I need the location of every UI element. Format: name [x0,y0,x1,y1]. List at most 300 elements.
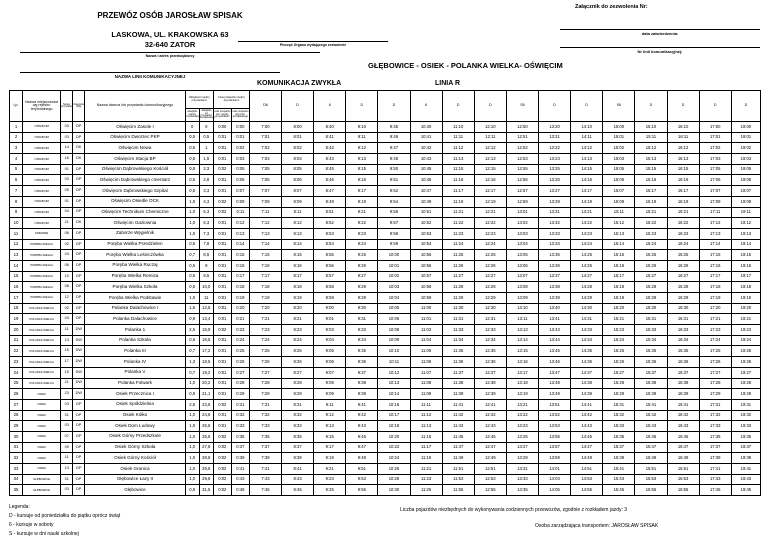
departure-time: 15:09 [603,196,635,207]
stop-name: Polanka Szkoła [85,335,185,346]
departure-time: 19:20 [731,303,760,314]
departure-time: 8:11 [282,207,314,218]
departure-time: 13:25 [506,431,538,442]
stop-number: 05 [61,186,73,197]
departure-time: 13:02 [506,218,538,229]
distance-from-start: 7,3 [199,228,213,239]
departure-time: 15:37 [603,442,635,453]
departure-time: 9:23 [346,228,378,239]
departure-time: 11:10 [442,122,474,133]
distance-from-start: 4,3 [199,196,213,207]
stop-name: Oświęcim Dąbrowskiego cmentarz [85,175,185,186]
row-number: 9 [10,207,23,218]
time-between: 0:01 [213,132,231,143]
table-row [10,453,761,464]
table-row [10,282,761,293]
departure-time: 13:44 [539,335,571,346]
departure-time: 9:56 [378,207,410,218]
time-between: 0:01 [213,175,231,186]
municipality: OŚWIĘCIM [23,196,61,207]
departure-time: 13:08 [506,282,538,293]
departure-time: 12:23 [474,228,506,239]
time-from-start: 0:29 [231,389,249,400]
time-between: 0:01 [213,389,231,400]
municipality: OSIEK [23,453,61,464]
time-between: 0:02 [213,164,231,175]
company-name: PRZEWÓZ OSÓB JAROSŁAW SPISAK [97,11,243,20]
col-time-group: Czas przejazdu między przystankami [213,91,249,109]
departure-time: 19:07 [731,186,760,197]
departure-time: 9:39 [346,389,378,400]
time-from-start: 0:24 [231,335,249,346]
departure-time: 15:37 [635,367,667,378]
departure-time: 7:21 [249,314,281,325]
departure-time: 8:13 [282,228,314,239]
departure-time: 16:53 [667,474,699,485]
departure-time: 19:02 [731,143,760,154]
row-number: 31 [10,442,23,453]
distance-from-start: 9 [199,260,213,271]
road-category: DW [73,357,85,368]
departure-time: 10:05 [378,303,410,314]
departure-time: 10:59 [410,293,442,304]
row-number: 16 [10,282,23,293]
departure-time: 9:17 [346,186,378,197]
departure-time: 13:31 [539,207,571,218]
table-row [10,250,761,261]
departure-time: 11:25 [442,250,474,261]
departure-time: 9:52 [378,186,410,197]
vehicles-count-note: Liczba pojazdów niezbędnych do wykonywania codziennych przewozów, zgodnie z rozkładem jazdy: 3 [400,507,628,513]
time-from-start: 0:27 [231,367,249,378]
departure-time: 9:31 [346,314,378,325]
departure-time: 10:47 [410,186,442,197]
departure-time: 9:19 [314,453,346,464]
municipality: OŚWIĘCIM [23,186,61,197]
departure-time: 7:33 [249,421,281,432]
table-row [10,143,761,154]
departure-time: 8:39 [282,453,314,464]
departure-time: 8:46 [314,175,346,186]
departure-time: 12:12 [474,143,506,154]
departure-time: 16:26 [667,260,699,271]
line-number-label: Nr linii komunikacyjnej: [560,47,760,54]
departure-time: 12:17 [474,186,506,197]
table-row [10,335,761,346]
time-from-start: 0:11 [231,207,249,218]
row-number: 30 [10,431,23,442]
departure-time: 11:23 [410,474,442,485]
departure-time: 9:35 [346,346,378,357]
time-between: 0:02 [213,474,231,485]
departure-time: 13:21 [506,399,538,410]
departure-time: 19:41 [731,464,760,475]
col-time-from-start: czas przejazdu od przyst. początkowego [231,109,249,122]
departure-time: 13:35 [539,250,571,261]
departure-time: 19:37 [731,442,760,453]
departure-time: 10:24 [378,453,410,464]
table-row [10,314,761,325]
road-category: DP [73,260,85,271]
distance-from-start: 16,5 [199,335,213,346]
departure-time: 15:15 [635,164,667,175]
departure-time: 9:47 [378,143,410,154]
road-category: DP [73,485,85,496]
stop-name: Osiek Górny Przedszkole [85,431,185,442]
departure-time: 19:45 [731,485,760,496]
stop-number: 23 [61,389,73,400]
departure-time: 13:52 [539,410,571,421]
course-header: S6 [603,91,635,122]
departure-time: 9:51 [346,464,378,475]
col-stop-number: Numer przystanku [61,91,73,122]
table-row [10,218,761,229]
stop-name: Osiek Spółdzielnia [85,399,185,410]
municipality: OŚWIĘCIM [23,207,61,218]
distance-between: 0,9 [185,389,199,400]
departure-time: 19:29 [731,389,760,400]
departure-time: 7:20 [249,303,281,314]
municipality: POLANKA WIELKA [23,346,61,357]
table-row [10,175,761,186]
departure-time: 11:27 [442,271,474,282]
departure-time: 19:25 [731,346,760,357]
departure-time: 12:41 [474,399,506,410]
departure-time: 8:29 [282,389,314,400]
departure-time: 15:29 [603,389,635,400]
departure-time: 19:01 [731,132,760,143]
departure-time: 9:13 [314,421,346,432]
departure-time: 12:50 [506,122,538,133]
stop-name: Osiek Górny Szkoła [85,442,185,453]
departure-time: 12:47 [474,442,506,453]
departure-time: 11:05 [410,346,442,357]
departure-time: 16:47 [667,442,699,453]
col-gmina: Nazwa miejscowości wg rejestru terytorialnego [23,91,61,122]
course-header: D [539,91,571,122]
departure-time: 13:29 [539,196,571,207]
departure-time: 9:33 [346,325,378,336]
departure-time: 15:41 [603,464,635,475]
departure-time: 15:21 [635,207,667,218]
departure-time: 9:15 [314,431,346,442]
row-number: 21 [10,335,23,346]
departure-time: 7:14 [249,239,281,250]
distance-from-start: 21,1 [199,389,213,400]
departure-time: 11:15 [442,164,474,175]
departure-time: 10:57 [410,271,442,282]
distance-between: 1,0 [185,453,199,464]
departure-time: 19:11 [731,207,760,218]
departure-time: 7:01 [249,132,281,143]
road-category: DW [73,325,85,336]
departure-time: 11:30 [442,303,474,314]
course-header: D [667,91,699,122]
stop-name: Oświęcim Technikum Chemiczne [85,207,185,218]
departure-time: 10:51 [410,207,442,218]
time-between: 0:02 [213,325,231,336]
time-between: 0:02 [213,485,231,496]
departure-time: 13:46 [539,357,571,368]
departure-time: 15:19 [603,293,635,304]
distance-from-start: 15,9 [199,325,213,336]
departure-time: 8:25 [282,346,314,357]
departure-time: 12:28 [474,282,506,293]
departure-time: 16:43 [667,421,699,432]
table-row [10,293,761,304]
row-number: 12 [10,239,23,250]
road-category: DP [73,282,85,293]
departure-time: 19:31 [731,399,760,410]
departure-time: 16:51 [667,464,699,475]
departure-time: 16:27 [667,271,699,282]
time-from-start: 0:33 [231,421,249,432]
time-between: 0:01 [213,186,231,197]
departure-time: 17:21 [699,314,731,325]
departure-time: 13:47 [539,367,571,378]
departure-time: 8:59 [314,293,346,304]
departure-time: 7:26 [249,357,281,368]
departure-time: 13:35 [506,485,538,496]
departure-time: 17:32 [699,410,731,421]
stop-name: Polanka Folwark [85,378,185,389]
departure-time: 14:01 [539,464,571,475]
departure-time: 17:31 [699,399,731,410]
departure-time: 16:11 [667,132,699,143]
departure-time: 16:49 [667,453,699,464]
departure-time: 13:14 [506,335,538,346]
address-caption: Nazwa i adres przedsiębiorcy [20,52,320,58]
departure-time: 11:34 [442,335,474,346]
departure-time: 10:02 [378,271,410,282]
stop-name: Oświęcim Zasole I [85,122,185,133]
departure-time: 9:12 [314,410,346,421]
distance-from-start: 18,5 [199,357,213,368]
departure-time: 19:15 [731,250,760,261]
departure-time: 8:00 [282,122,314,133]
municipality: OŚWIĘCIM [23,132,61,143]
departure-time: 7:12 [249,218,281,229]
row-number: 17 [10,293,23,304]
road-category: DP [73,228,85,239]
stop-name: Polanka III [85,346,185,357]
departure-time: 9:06 [314,357,346,368]
departure-time: 19:19 [731,293,760,304]
departure-time: 15:11 [635,132,667,143]
departure-time: 15:11 [603,207,635,218]
road-category: DP [73,239,85,250]
departure-time: 15:45 [603,485,635,496]
departure-time: 11:03 [410,325,442,336]
departure-time: 17:02 [699,143,731,154]
departure-time: 16:17 [667,186,699,197]
col-lp: Lp. [10,91,23,122]
departure-time: 11:00 [410,303,442,314]
departure-time: 13:26 [539,175,571,186]
course-header: D6 [249,91,281,122]
departure-time: 17:12 [699,218,731,229]
road-category: DP [73,186,85,197]
departure-time: 13:25 [539,164,571,175]
stop-number: 21 [61,378,73,389]
distance-between: 0,5 [185,260,199,271]
distance-from-start: 8,5 [199,250,213,261]
table-row [10,378,761,389]
time-from-start: 0:02 [231,143,249,154]
road-category: DP [73,122,85,133]
transport-manager: Osoba zarządzająca transportem: JAROSŁAW SPISAK [535,523,659,529]
stop-name: Oświęcim Dąbrowskiego Kościół [85,164,185,175]
departure-time: 16:55 [667,485,699,496]
time-between: 0:01 [213,357,231,368]
departure-time: 8:26 [282,357,314,368]
departure-time: 7:06 [249,175,281,186]
stop-name: Osiek Dom Ludowy [85,421,185,432]
distance-between: 0,7 [185,367,199,378]
stop-number: 03 [61,132,73,143]
departure-time: 9:41 [346,399,378,410]
departure-time: 8:09 [282,196,314,207]
stop-name: Oświęcim Dąbrowskiego Szpital [85,186,185,197]
departure-time: 9:19 [346,196,378,207]
departure-time: 15:16 [603,260,635,271]
distance-from-start: 2,3 [199,164,213,175]
time-from-start: 0:05 [231,164,249,175]
departure-time: 14:42 [571,410,603,421]
row-number: 32 [10,453,23,464]
table-row [10,164,761,175]
departure-time: 13:01 [506,207,538,218]
departure-time: 13:27 [539,186,571,197]
departure-time: 15:16 [635,175,667,186]
road-category: DW [73,378,85,389]
row-number: 28 [10,410,23,421]
departure-time: 13:11 [506,314,538,325]
time-from-start: 0:16 [231,260,249,271]
departure-time: 11:42 [442,410,474,421]
time-between: 0:00 [213,122,231,133]
communication-type: KOMUNIKACJA ZWYKŁA [257,80,342,87]
departure-time: 13:55 [539,431,571,442]
time-between: 0:01 [213,303,231,314]
departure-time: 15:55 [635,485,667,496]
departure-time: 8:14 [282,239,314,250]
departure-time: 16:12 [667,143,699,154]
departure-time: 16:39 [667,389,699,400]
departure-time: 9:28 [346,282,378,293]
stop-number: 03 [61,421,73,432]
departure-time: 12:59 [506,196,538,207]
stop-number: 03 [61,122,73,133]
row-number: 26 [10,389,23,400]
departure-time: 8:42 [314,143,346,154]
address-line-2: 32-640 ZATOR [144,40,196,49]
departure-time: 14:24 [571,239,603,250]
departure-time: 10:26 [378,464,410,475]
departure-time: 17:13 [699,228,731,239]
table-row [10,303,761,314]
departure-time: 9:43 [346,421,378,432]
departure-time: 12:36 [474,357,506,368]
departure-time: 8:03 [282,154,314,165]
departure-time: 15:33 [603,421,635,432]
departure-time: 9:09 [314,389,346,400]
departure-time: 8:53 [314,228,346,239]
departure-time: 11:19 [442,196,474,207]
departure-time: 9:49 [346,453,378,464]
departure-time: 19:09 [731,196,760,207]
departure-time: 8:41 [314,132,346,143]
departure-time: 14:23 [571,228,603,239]
departure-time: 12:55 [474,485,506,496]
time-from-start: 0:13 [231,228,249,239]
departure-time: 15:45 [635,431,667,442]
departure-time: 15:01 [603,132,635,143]
departure-time: 12:39 [474,389,506,400]
col-stop-name: Nazwa dworca lub przystanku komunikacyjnego [85,91,185,122]
departure-time: 9:15 [346,164,378,175]
time-between: 0:02 [213,442,231,453]
departure-time: 10:53 [410,228,442,239]
departure-time: 8:31 [282,399,314,410]
time-between: 0:02 [213,431,231,442]
departure-time: 12:13 [474,154,506,165]
departure-time: 14:37 [571,367,603,378]
departure-time: 10:40 [410,122,442,133]
course-header: D [346,91,378,122]
departure-time: 15:43 [603,474,635,485]
departure-time: 9:00 [314,303,346,314]
departure-time: 10:22 [378,442,410,453]
departure-time: 14:13 [571,154,603,165]
departure-time: 8:32 [282,410,314,421]
time-between: 0:01 [213,293,231,304]
departure-time: 11:51 [442,464,474,475]
time-from-start: 0:14 [231,239,249,250]
time-from-start: 0:21 [231,314,249,325]
departure-time: 15:32 [603,410,635,421]
road-category: DK [73,143,85,154]
departure-time: 13:53 [539,421,571,432]
departure-time: 8:57 [314,271,346,282]
distance-from-start: 29,6 [199,474,213,485]
departure-time: 13:29 [506,453,538,464]
departure-time: 15:15 [603,250,635,261]
departure-time: 15:13 [635,154,667,165]
departure-time: 11:04 [410,335,442,346]
departure-time: 8:40 [314,122,346,133]
departure-time: 13:23 [539,154,571,165]
stop-number: 03 [61,485,73,496]
departure-time: 15:13 [603,228,635,239]
departure-time: 10:42 [410,143,442,154]
departure-time: 11:21 [442,207,474,218]
municipality: GŁĘBOWICE [23,485,61,496]
departure-time: 15:31 [635,314,667,325]
stop-name: Osiek Przecznica I [85,389,185,400]
departure-time: 11:22 [442,218,474,229]
departure-time: 8:45 [282,485,314,496]
course-header: D [571,91,603,122]
distance-from-start: 24,6 [199,410,213,421]
time-between: 0:01 [213,218,231,229]
departure-time: 15:03 [603,154,635,165]
departure-time: 12:42 [474,410,506,421]
col-distance-between: odległość między przystankami [185,109,199,122]
departure-time: 14:17 [571,186,603,197]
legend-item: S - kursuje w dni nauki szkolnej [9,531,79,537]
time-from-start: 0:09 [231,196,249,207]
